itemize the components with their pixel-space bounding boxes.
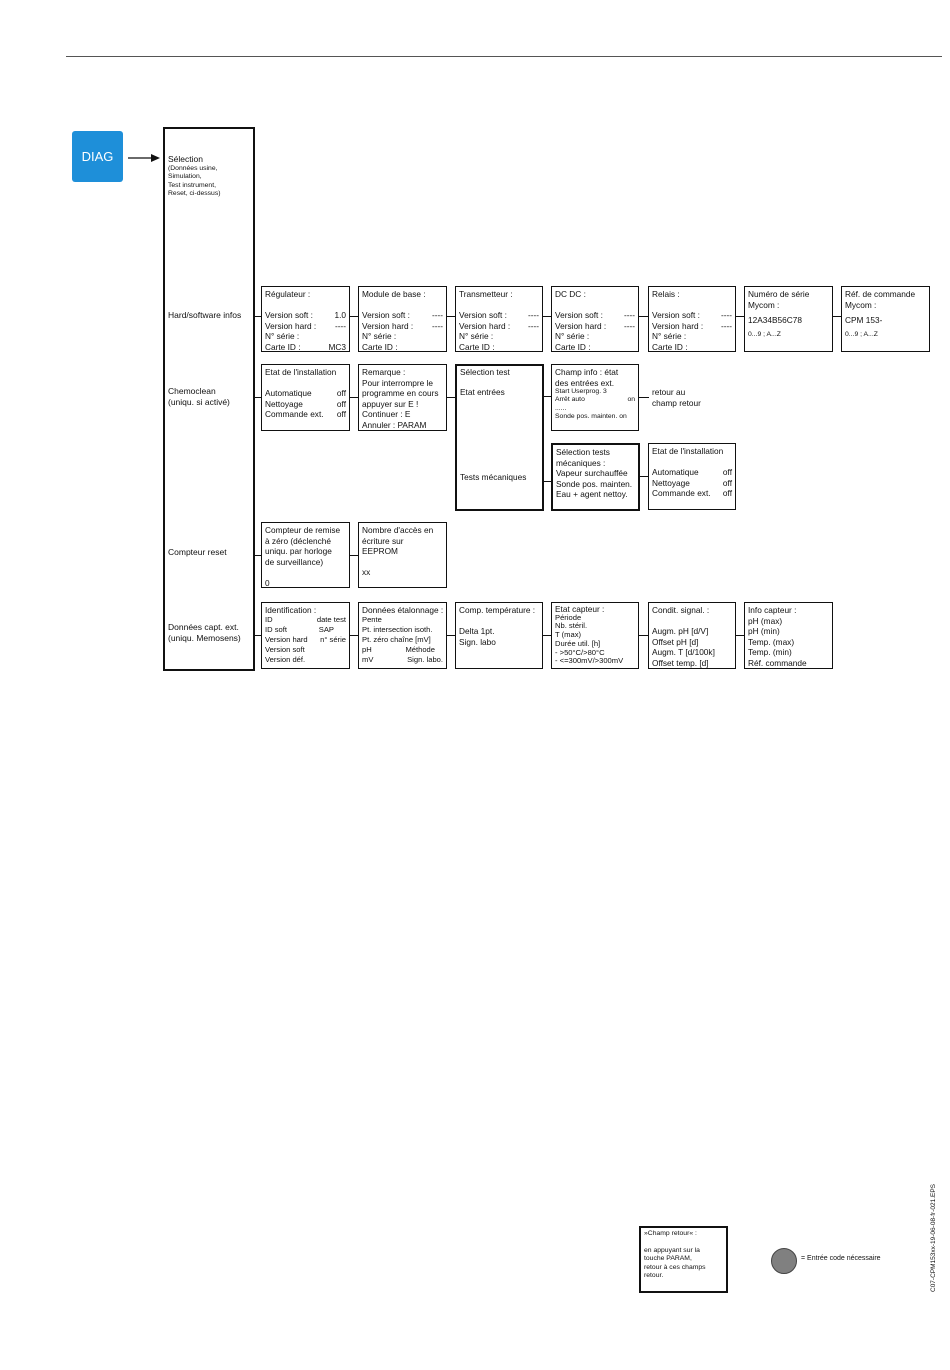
value: off xyxy=(722,467,732,477)
value: off xyxy=(722,488,732,498)
serie-value: 12A34B56C78 xyxy=(748,315,802,325)
etatc-mv: - <=300mV/>300mV xyxy=(555,656,624,666)
etal-title: Données étalonnage : xyxy=(362,605,444,615)
diag-key-label: DIAG xyxy=(81,149,114,164)
transmetteur-vs xyxy=(459,310,539,321)
label: Automatique xyxy=(652,467,699,477)
label: ID soft xyxy=(265,625,287,634)
code-required-icon xyxy=(771,1248,797,1274)
etal-pente: Pente xyxy=(362,615,382,624)
value: MC3 xyxy=(328,341,346,352)
connector xyxy=(833,316,841,317)
regulateur-title: Régulateur : xyxy=(265,289,311,299)
label: Version hard xyxy=(265,635,308,644)
value: ---- xyxy=(623,310,635,320)
relais-cid: Carte ID : xyxy=(652,341,688,352)
box-regulateur xyxy=(261,286,350,352)
value: n° série xyxy=(320,635,346,644)
label: Version déf. xyxy=(265,655,306,664)
connector xyxy=(639,316,648,317)
remarque-line4: appuyer sur E ! xyxy=(362,398,419,409)
label: Commande ext. xyxy=(652,488,711,498)
champ-info-line2: des entrées ext. xyxy=(555,377,615,388)
dcdc-vh xyxy=(555,321,635,332)
condit-augm-t: Augm. T [d/100k] xyxy=(652,647,715,657)
selection-test-title: Sélection test xyxy=(460,367,510,377)
box-condit-signal xyxy=(648,602,736,669)
etat2-row2 xyxy=(652,478,732,489)
etatc-temp: - >50°C/>80°C xyxy=(555,647,605,657)
connector xyxy=(736,316,744,317)
legend-line5: retour. xyxy=(644,1272,664,1280)
module-cid: Carte ID : xyxy=(362,341,398,352)
regulateur-vh xyxy=(265,321,346,332)
connector xyxy=(639,397,649,398)
box-champ-info xyxy=(551,364,639,431)
info-title: Info capteur : xyxy=(748,605,797,615)
box-selection-tests-mecaniques xyxy=(551,443,640,511)
value: ---- xyxy=(527,320,539,331)
box-info-capteur xyxy=(744,602,833,669)
compteur-line3: uniqu. par horloge xyxy=(265,546,332,556)
acces-value: xx xyxy=(362,567,371,577)
label: Version hard : xyxy=(265,320,317,331)
menu-donnees-line1: Données capt. ext. xyxy=(168,622,239,632)
connector xyxy=(253,397,261,398)
label: Carte ID : xyxy=(265,341,301,352)
etatc-title: Etat capteur : xyxy=(555,604,605,614)
value: Sign. labo. xyxy=(407,655,443,664)
label: ID xyxy=(265,615,273,624)
ident-title: Identification : xyxy=(265,605,317,615)
legend-line2: en appuyant sur la xyxy=(644,1246,700,1254)
value: ---- xyxy=(527,310,539,320)
comp-title: Comp. température : xyxy=(459,605,536,615)
retour-line2: champ retour xyxy=(652,397,701,408)
box-donnees-etalonnage xyxy=(358,602,447,669)
info-tmin: Temp. (min) xyxy=(748,647,792,657)
value: on xyxy=(627,396,635,404)
etatc-steril: Nb. stéril. xyxy=(555,621,588,631)
menu-selection-sub-4: Reset, ci-dessus) xyxy=(168,190,221,198)
dcdc-vs xyxy=(555,310,635,321)
module-title: Module de base : xyxy=(362,289,426,299)
menu-selection-sub-3: Test instrument, xyxy=(168,181,216,189)
etat-title: Etat de l'installation xyxy=(265,367,337,377)
label: Version soft xyxy=(265,645,305,654)
module-vh xyxy=(362,321,443,332)
value: 1.0 xyxy=(334,310,346,320)
connector xyxy=(447,316,455,317)
connector xyxy=(544,396,551,397)
box-compteur-remise xyxy=(261,522,350,588)
acces-line1: Nombre d'accès en xyxy=(362,525,434,535)
relais-vs xyxy=(652,310,732,321)
retour-line1: retour au xyxy=(652,387,686,397)
label: mV xyxy=(362,655,374,664)
condit-title: Condit. signal. : xyxy=(652,605,710,615)
box-comp-temperature xyxy=(455,602,543,669)
value: date test xyxy=(316,615,346,624)
etat-row2 xyxy=(265,399,346,410)
compteur-line1: Compteur de remise xyxy=(265,525,341,535)
value: ---- xyxy=(431,310,443,320)
acces-line3: EEPROM xyxy=(362,546,398,556)
info-phmax: pH (max) xyxy=(748,615,783,626)
label: Commande ext. xyxy=(265,409,324,419)
box-transmetteur xyxy=(455,286,543,352)
etal-row4 xyxy=(362,645,443,655)
info-phmin: pH (min) xyxy=(748,626,780,636)
condit-offset-ph: Offset pH [d] xyxy=(652,636,699,647)
legend-code-label: = Entrée code nécessaire xyxy=(801,1255,881,1262)
condit-augm-ph: Augm. pH [d/V] xyxy=(652,626,709,636)
etal-row5 xyxy=(362,655,443,665)
condit-offset-t: Offset temp. [d] xyxy=(652,657,709,668)
connector xyxy=(350,397,358,398)
value: SAP xyxy=(318,625,334,634)
label: Automatique xyxy=(265,388,312,398)
ident-row1 xyxy=(265,615,346,625)
remarque-line6: Annuler : PARAM xyxy=(362,419,427,430)
stm-vapeur[interactable]: Vapeur surchauffée xyxy=(556,468,628,478)
stm-sonde[interactable]: Sonde pos. mainten. xyxy=(556,478,633,489)
menu-compteur[interactable]: Compteur reset xyxy=(168,547,227,557)
dcdc-ns: N° série : xyxy=(555,331,590,341)
connector xyxy=(736,635,744,636)
comp-sign: Sign. labo xyxy=(459,636,496,647)
etatc-periode: Période xyxy=(555,612,582,622)
regulateur-ns: N° série : xyxy=(265,331,300,341)
menu-chemoclean-line2: (uniqu. si activé) xyxy=(168,396,230,407)
box-etat-installation-2 xyxy=(648,443,736,510)
legend-line3: touche PARAM, xyxy=(644,1255,692,1263)
tests-mecaniques-option[interactable]: Tests mécaniques xyxy=(460,472,527,482)
dcdc-cid: Carte ID : xyxy=(555,341,591,352)
value: ---- xyxy=(431,320,443,331)
ident-row3 xyxy=(265,635,346,645)
box-ref-commande xyxy=(841,286,930,352)
champ-info-dots: ...... xyxy=(555,404,567,412)
transmetteur-vh xyxy=(459,321,539,332)
connector xyxy=(447,397,455,398)
connector xyxy=(640,476,648,477)
compteur-line2: à zéro (déclenché xyxy=(265,535,331,546)
remarque-line3: programme en cours xyxy=(362,388,439,398)
label: Version soft : xyxy=(555,310,603,320)
value: ---- xyxy=(720,320,732,331)
connector xyxy=(253,635,261,636)
ref-value: CPM 153- xyxy=(845,315,883,325)
etatc-tmax: T (max) xyxy=(555,630,582,640)
box-identification xyxy=(261,602,350,669)
stm-eau[interactable]: Eau + agent nettoy. xyxy=(556,489,628,499)
legend-line4: retour à ces champs xyxy=(644,1263,706,1271)
connector xyxy=(253,316,261,317)
connector xyxy=(350,635,358,636)
comp-delta: Delta 1pt. xyxy=(459,626,495,636)
legend-line1: »Champ retour« : xyxy=(644,1230,697,1237)
retour-label xyxy=(652,387,701,408)
regulateur-cid xyxy=(265,342,346,353)
connector xyxy=(350,316,358,317)
connector xyxy=(543,316,551,317)
label: Version hard : xyxy=(555,320,607,331)
connector xyxy=(253,555,261,556)
remarque-line1: Remarque : xyxy=(362,367,406,377)
etal-intersection: Pt. intersection isoth. xyxy=(362,625,433,634)
label: Version hard : xyxy=(362,320,414,331)
menu-donnees[interactable] xyxy=(168,622,241,643)
connector xyxy=(544,481,551,482)
label: pH xyxy=(362,645,372,654)
value: off xyxy=(336,398,346,409)
etat-row1 xyxy=(265,388,346,399)
etatc-duree: Durée util. [h] xyxy=(555,638,601,648)
remarque-line5: Continuer : E xyxy=(362,409,411,419)
label: Version hard : xyxy=(459,320,511,331)
ident-row2 xyxy=(265,625,346,635)
menu-selection-sub-1: (Données usine, xyxy=(168,164,218,172)
compteur-line4: de surveillance) xyxy=(265,556,324,567)
relais-vh xyxy=(652,321,732,332)
transmetteur-title: Transmetteur : xyxy=(459,289,513,299)
etat2-row3 xyxy=(652,488,732,499)
dcdc-title: DC DC : xyxy=(555,289,586,299)
connector xyxy=(639,635,648,636)
box-etat-installation xyxy=(261,364,350,431)
value: ---- xyxy=(720,310,732,320)
box-relais xyxy=(648,286,736,352)
ref-range: 0...9 ; A...Z xyxy=(845,330,878,338)
info-tmax: Temp. (max) xyxy=(748,636,795,647)
champ-info-line1: Champ info : état xyxy=(555,367,619,377)
label: Nettoyage xyxy=(652,477,690,488)
transmetteur-ns: N° série : xyxy=(459,331,494,341)
ref-line2: Mycom : xyxy=(845,299,877,310)
box-dcdc xyxy=(551,286,639,352)
etat2-title: Etat de l'installation xyxy=(652,446,724,456)
champ-info-sonde: Sonde pos. mainten. on xyxy=(555,413,627,421)
box-numero-serie xyxy=(744,286,833,352)
label: Version soft : xyxy=(459,310,507,320)
box-etat-capteur xyxy=(551,602,639,669)
label: Arrêt auto xyxy=(555,396,585,404)
value: ---- xyxy=(334,320,346,331)
stm-line2: mécaniques : xyxy=(556,457,606,468)
label: Version soft : xyxy=(265,310,313,320)
box-nombre-acces xyxy=(358,522,447,588)
relais-title: Relais : xyxy=(652,289,680,299)
box-selection-test xyxy=(455,364,544,511)
module-ns: N° série : xyxy=(362,331,397,341)
ident-row5 xyxy=(265,655,346,665)
serie-line2: Mycom : xyxy=(748,299,780,310)
menu-donnees-line2: (uniqu. Memosens) xyxy=(168,632,241,643)
menu-selection-label: Sélection xyxy=(168,154,203,164)
regulateur-vs xyxy=(265,310,346,321)
menu-selection[interactable] xyxy=(168,154,221,199)
module-vs xyxy=(362,310,443,321)
label: Version soft : xyxy=(362,310,410,320)
value: ---- xyxy=(623,320,635,331)
stm-line1: Sélection tests xyxy=(556,447,610,457)
label: Nettoyage xyxy=(265,398,303,409)
label: Version soft : xyxy=(652,310,700,320)
serie-range: 0...9 ; A...Z xyxy=(748,330,781,338)
ident-row4 xyxy=(265,645,346,655)
transmetteur-cid: Carte ID : xyxy=(459,341,495,352)
etat2-row1 xyxy=(652,467,732,478)
connector xyxy=(350,555,358,556)
value: Méthode xyxy=(405,645,435,654)
etal-zero: Pt. zéro chaîne [mV] xyxy=(362,635,431,644)
value: off xyxy=(336,388,346,398)
ref-line1: Réf. de commande xyxy=(845,289,916,299)
label: Version hard : xyxy=(652,320,704,331)
menu-selection-sub-2: Simulation, xyxy=(168,173,202,181)
connector xyxy=(447,635,455,636)
legend-champ-retour xyxy=(639,1226,728,1293)
connector xyxy=(543,635,551,636)
champ-info-arret xyxy=(555,396,635,404)
menu-chemoclean[interactable] xyxy=(168,386,230,407)
menu-chemoclean-line1: Chemoclean xyxy=(168,386,216,396)
menu-hardsoft[interactable]: Hard/software infos xyxy=(168,310,242,320)
relais-ns: N° série : xyxy=(652,331,687,341)
serie-line1: Numéro de série xyxy=(748,289,810,299)
figure-code: C07-CPM153xx-19-06-08-fr-021.EPS xyxy=(930,1183,937,1292)
box-module-base xyxy=(358,286,447,352)
remarque-line2: Pour interrompre le xyxy=(362,377,434,388)
etat-row3 xyxy=(265,409,346,420)
champ-info-start: Start Userprog. 3 xyxy=(555,388,607,395)
compteur-value: 0 xyxy=(265,577,270,588)
value: off xyxy=(336,409,346,419)
value: off xyxy=(722,477,732,488)
acces-line2: écriture sur xyxy=(362,535,404,546)
box-remarque xyxy=(358,364,447,431)
etat-entrees-option[interactable]: Etat entrées xyxy=(460,386,505,397)
info-ref: Réf. commande xyxy=(748,657,807,668)
